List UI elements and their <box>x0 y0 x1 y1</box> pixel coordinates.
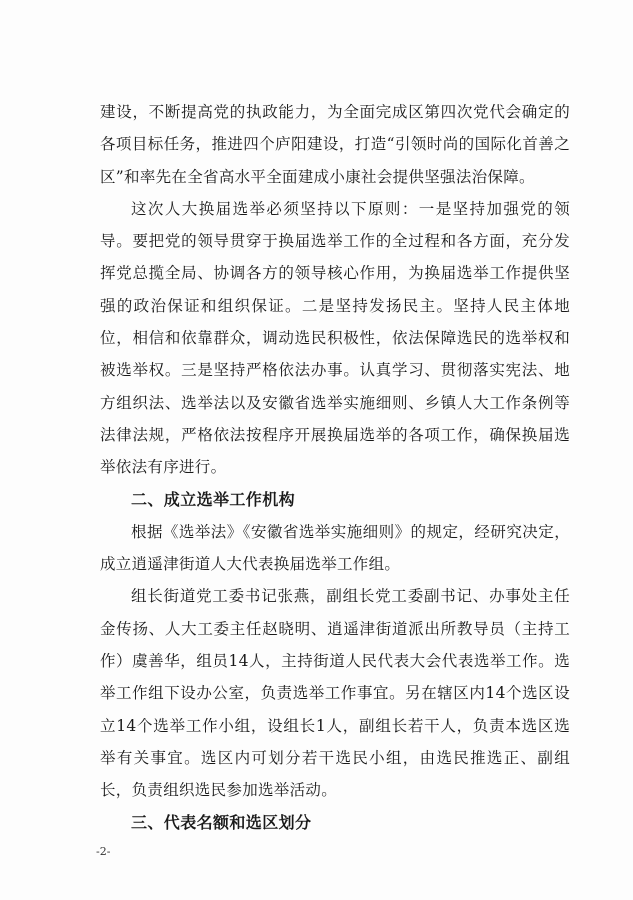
paragraph-principles: 这次人大换届选举必须坚持以下原则：一是坚持加强党的领导。要把党的领导贯穿于换届选举工作的全过程和各方面，充分发挥党总揽全局、协调各方的领导核心作用，为换届选举工作提供坚强的政治保证和组织保证。二是坚持发扬民主。坚持人民主体地位，相信和依靠群众，调动选民积极性，依法保障选民的选举权和被选举权。三是坚持严格依法办事。认真学习、贯彻落实宪法、地方组织法、选举法以及安徽省选举实施细则、乡镇人大工作条例等法律法规，严格依法按程序开展换届选举的各项工作，确保换届选举依法有序进行。 <box>100 199 570 477</box>
section-heading-3: 三、代表名额和选区划分 <box>131 812 312 832</box>
page-number: -2- <box>96 845 111 858</box>
section-heading-2: 二、成立选举工作机构 <box>131 489 296 509</box>
paragraph-establish: 根据《选举法》《安徽省选举实施细则》的规定，经研究决定，成立逍遥津街道人大代表换届选举工作组。 <box>100 522 570 574</box>
paragraph-members: 组长街道党工委书记张燕，副组长党工委副书记、办事处主任金传扬、人大工委主任赵晓明、逍遥津街道派出所教导员（主持工作）虞善华，组员14人，主持街道人民代表大会代表选举工作。选举工作组下设办公室，负责选举工作事宜。另在辖区内14个选区设立14个选举工作小组，设组长1人，副组长若干人，负责本选区选举有关事宜。选区内可划分若干选民小组，由选民推选正、副组长，负责组织选民参加选举活动。 <box>100 587 570 800</box>
document-body <box>100 96 570 839</box>
paragraph-continuation: 建设，不断提高党的执政能力，为全面完成区第四次党代会确定的各项目标任务，推进四个庐阳建设，打造“引领时尚的国际化首善之区”和率先在全省高水平全面建成小康社会提供坚强法治保障。 <box>100 103 570 186</box>
